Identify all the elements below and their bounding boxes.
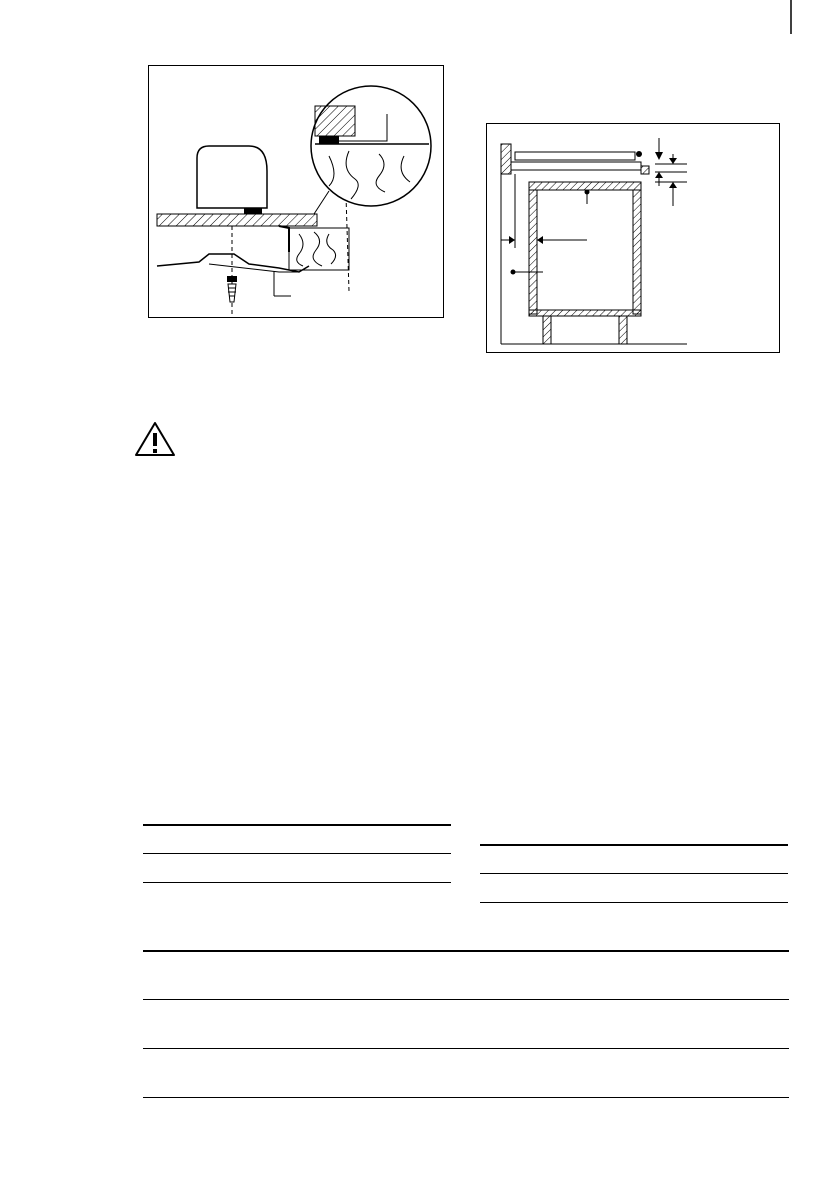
bracket-detail-drawing [149, 66, 445, 319]
table-row [143, 851, 451, 879]
table-small-right [480, 844, 788, 904]
table-small-left [143, 824, 451, 884]
table-large [143, 950, 789, 1100]
corner-mark [770, 0, 810, 40]
table-row [143, 997, 789, 1045]
table-row [480, 844, 788, 871]
bracket-detail-figure [148, 65, 444, 318]
table-row [143, 824, 451, 851]
warning-triangle-icon [133, 420, 177, 458]
table-row [143, 1045, 789, 1093]
table-row [143, 950, 789, 997]
cabinet-section-figure [486, 123, 780, 353]
table-row [480, 871, 788, 899]
cabinet-section-drawing [487, 124, 781, 354]
